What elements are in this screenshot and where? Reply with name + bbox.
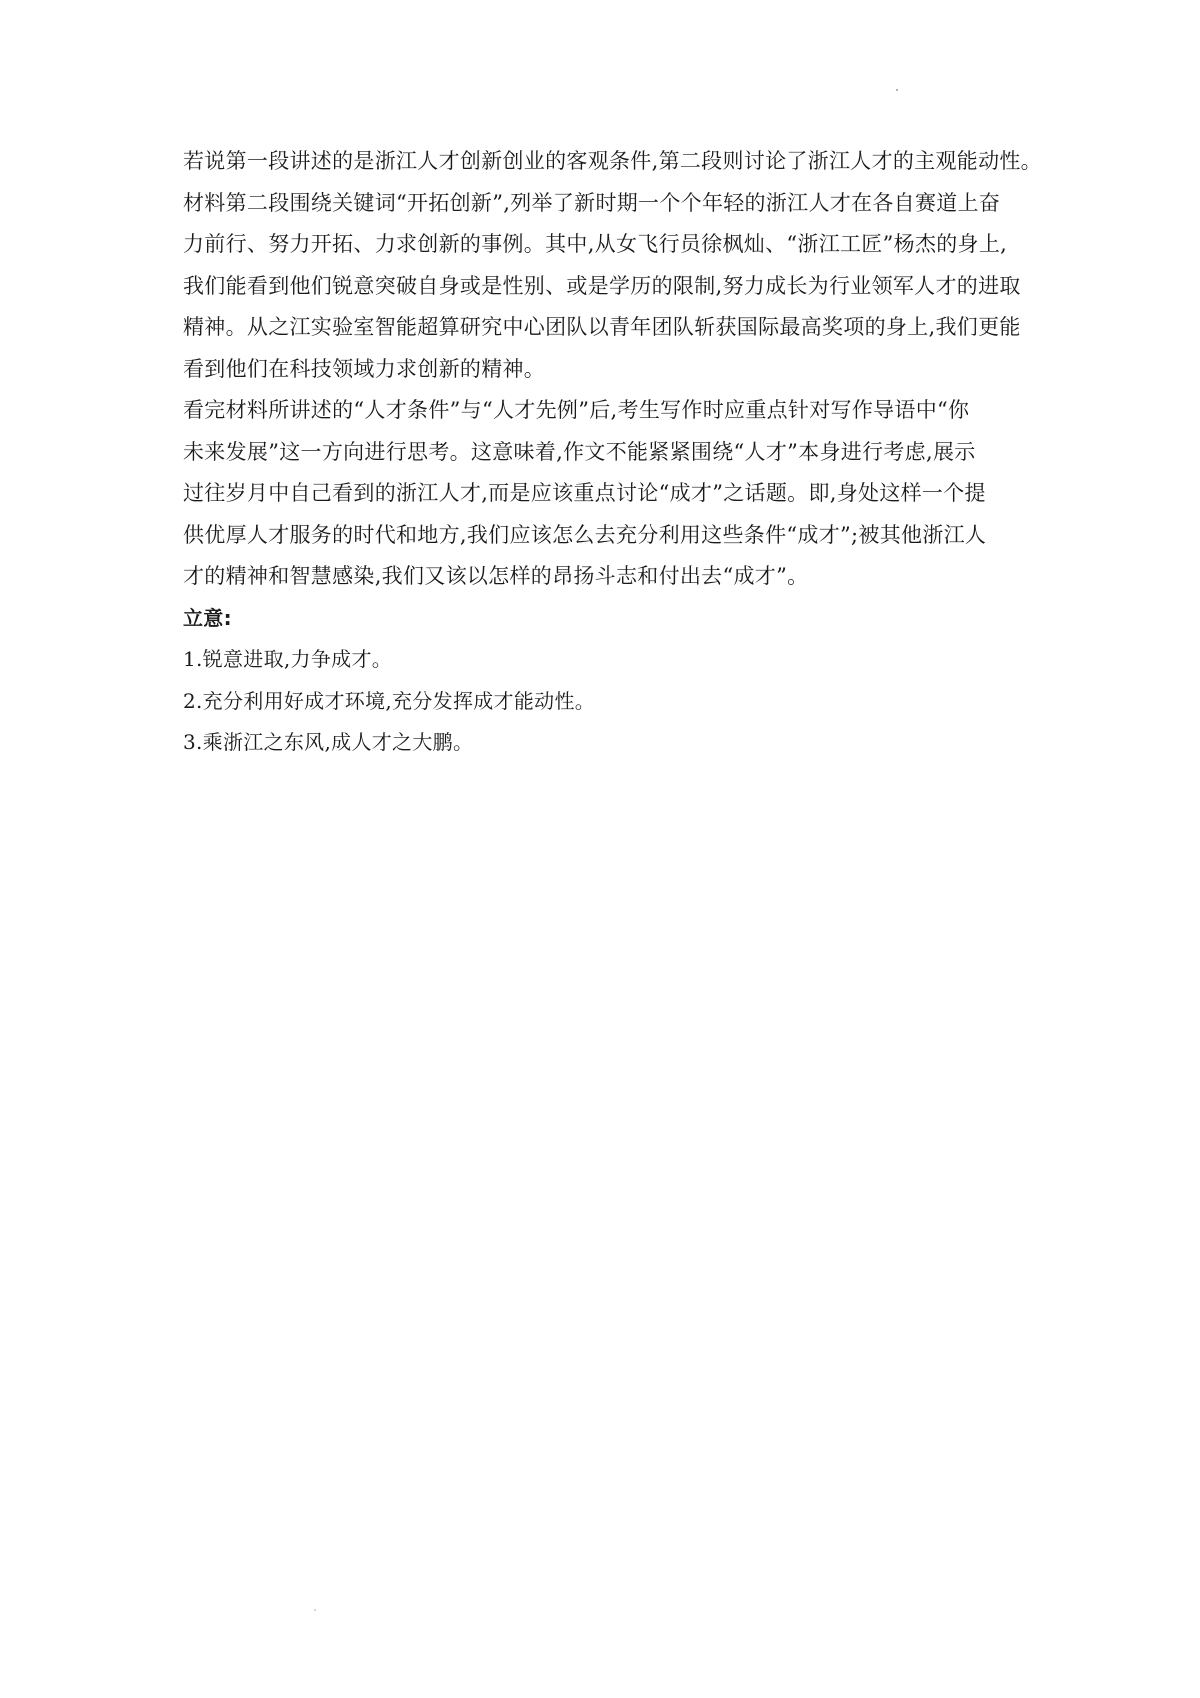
scan-speck [314,1609,316,1611]
list-item: 3.乘浙江之东风,成人才之大鹏。 [183,730,474,754]
text-line: 看到他们在科技领域力求创新的精神。 [183,356,546,381]
list-item: 2.充分利用好成才环境,充分发挥成才能动性。 [183,688,596,713]
text-line: 供优厚人才服务的时代和地方,我们应该怎么去充分利用这些条件“成才”;被其他浙江人 [183,522,987,547]
text-line: 若说第一段讲述的是浙江人才创新创业的客观条件,第二段则讨论了浙江人才的主观能动性。 [183,149,1042,173]
document-body [183,141,1053,764]
theme-list [183,639,1053,764]
section-heading: 立意: [183,605,232,630]
scan-speck [896,89,898,91]
text-line: 看完材料所讲述的“人才条件”与“人才先例”后,考生写作时应重点针对写作导语中“你 [183,398,970,422]
list-item: 1.锐意进取,力争成才。 [183,647,393,671]
text-line: 我们能看到他们锐意突破自身或是性别、或是学历的限制,努力成长为行业领军人才的进取 [183,273,1021,298]
text-line: 才的精神和智慧感染,我们又该以怎样的昂扬斗志和付出去“成才”。 [183,564,809,588]
paragraph-guidance [183,390,1053,598]
paragraph-analysis [183,141,1053,390]
text-line: 力前行、努力开拓、力求创新的事例。其中,从女飞行员徐枫灿、“浙江工匠”杨杰的身上, [183,232,1008,256]
text-line: 精神。从之江实验室智能超算研究中心团队以青年团队斩获国际最高奖项的身上,我们更能 [183,315,1021,339]
text-line: 材料第二段围绕关键词“开拓创新”,列举了新时期一个个年轻的浙江人才在各自赛道上奋 [183,190,1001,215]
text-line: 未来发展”这一方向进行思考。这意味着,作文不能紧紧围绕“人才”本身进行考虑,展示 [183,439,976,464]
text-line: 过往岁月中自己看到的浙江人才,而是应该重点讨论“成才”之话题。即,身处这样一个提 [183,481,986,505]
